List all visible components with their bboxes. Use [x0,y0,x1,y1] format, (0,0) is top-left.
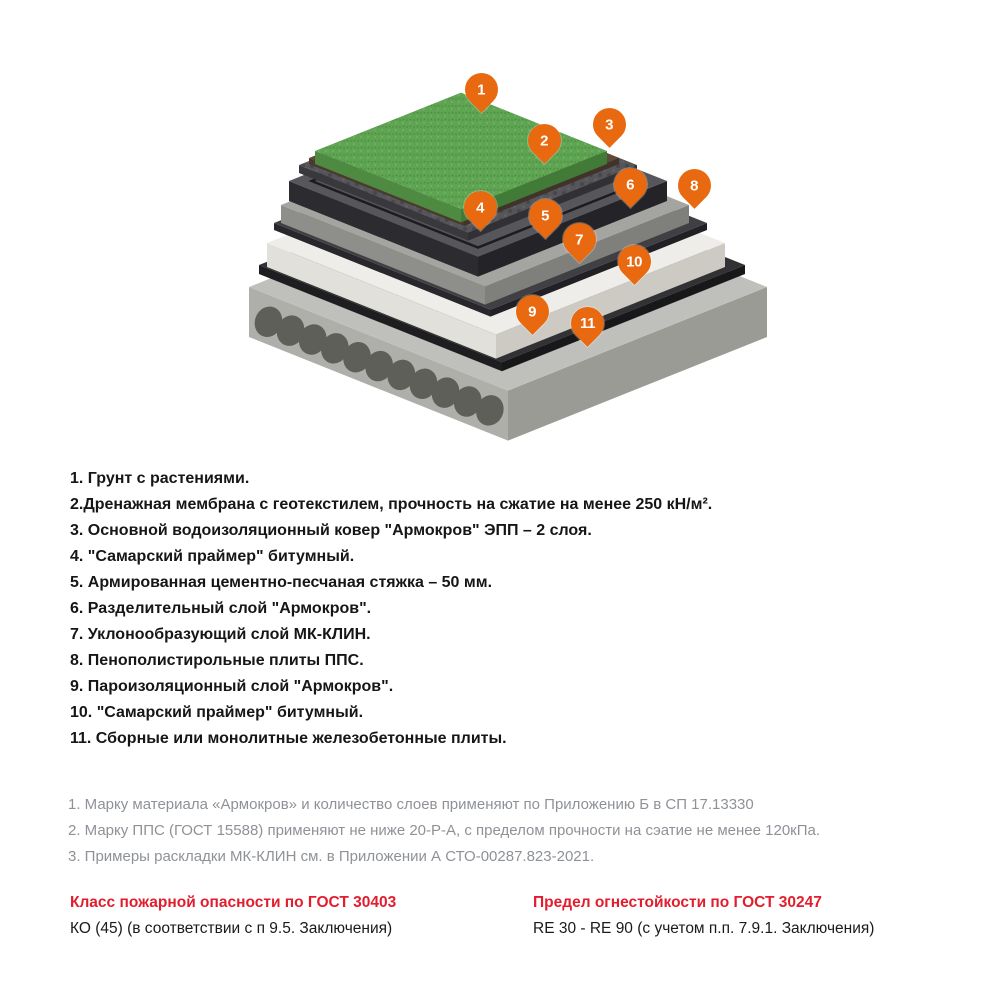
layer-list-item-7: 7. Уклонообразующий слой МК-КЛИН. [70,626,371,643]
pin-number: 7 [575,231,584,249]
fire-resistance-section [533,893,874,939]
pin-number: 4 [476,199,485,217]
pin-number: 11 [579,315,596,333]
layer-list-item-6: 6. Разделительный слой "Армокров". [70,600,372,617]
pin-number: 6 [626,176,635,194]
fire-class-value: КО (45) (в соответствии с п 9.5. Заключения) [70,920,393,937]
layer-list-item-10: 10. "Самарский праймер" битумный. [70,704,364,721]
layer-list-item-9: 9. Пароизоляционный слой "Армокров". [70,678,394,695]
layer-list-item-2: 2.Дренажная мембрана с геотекстилем, прочность на сжатие на менее 250 кН/м². [70,496,713,513]
fire-class-section [70,893,396,939]
layer-list-item-5: 5. Армированная цементно-песчаная стяжка – 50 мм. [70,574,493,591]
roof-stack-diagram [237,55,770,455]
layer-list-item-8: 8. Пенополистирольные плиты ППС. [70,652,364,669]
pin-number: 2 [540,132,549,150]
roof-layers-illustration [237,55,770,455]
pin-number: 1 [477,81,486,99]
layer-list-item-1: 1. Грунт с растениями. [70,470,250,487]
pin-number: 5 [541,207,550,225]
pin-number: 3 [605,116,614,134]
layers-list [70,466,810,752]
fire-class-title: Класс пожарной опасности по ГОСТ 30403 [70,894,397,911]
footnotes [68,792,868,870]
footnote-3: 3. Примеры раскладки МК-КЛИН см. в Приложении А СТО-00287.823-2021. [68,848,595,865]
pin-number: 10 [626,253,643,270]
layer-list-item-3: 3. Основной водоизоляционный ковер "Армокров" ЭПП – 2 слоя. [70,522,592,539]
fire-resistance-title: Предел огнестойкости по ГОСТ 30247 [533,894,822,911]
pin-number: 8 [690,177,699,195]
footnote-1: 1. Марку материала «Армокров» и количество слоев применяют по Приложению Б в СП 17.13330 [68,796,754,813]
layer-list-item-4: 4. "Самарский праймер" битумный. [70,548,355,565]
footnote-2: 2. Марку ППС (ГОСТ 15588) применяют не ниже 20-Р-А, с пределом прочности на сэатие не менее 120кПа. [68,822,821,839]
pin-number: 9 [528,303,537,321]
layer-list-item-11: 11. Сборные или монолитные железобетонные плиты. [70,730,507,747]
fire-resistance-value: RE 30 - RE 90 (с учетом п.п. 7.9.1. Заключения) [533,920,875,937]
